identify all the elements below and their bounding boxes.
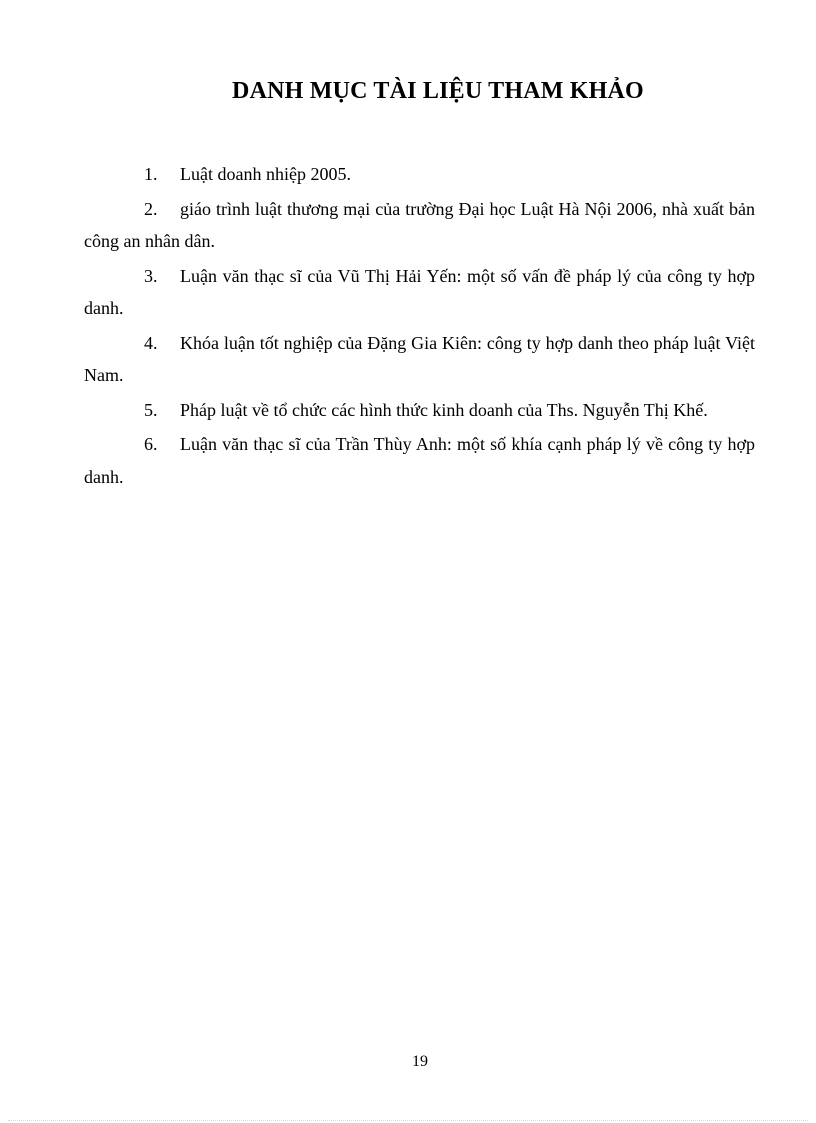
footer-divider xyxy=(8,1120,808,1121)
reference-item xyxy=(84,193,755,258)
reference-number: 5. xyxy=(144,399,158,420)
reference-list xyxy=(84,158,755,495)
page-number: 19 xyxy=(412,1053,428,1070)
reference-number: 4. xyxy=(144,332,158,353)
reference-item xyxy=(84,394,755,427)
reference-number: 1. xyxy=(144,164,158,184)
reference-number: 3. xyxy=(144,265,158,286)
reference-text: giáo trình luật thương mại của trường Đại học Luật Hà Nội 2006, nhà xuất bản công an nhân dân. xyxy=(84,198,755,251)
reference-item xyxy=(84,158,755,191)
reference-text: Luật doanh nhiệp 2005. xyxy=(180,164,351,184)
reference-item xyxy=(84,260,755,325)
reference-item xyxy=(84,327,755,392)
reference-text: Luận văn thạc sĩ của Trần Thùy Anh: một số khía cạnh pháp lý về công ty hợp danh. xyxy=(84,434,755,487)
page-title: DANH MỤC TÀI LIỆU THAM KHẢO xyxy=(232,78,644,104)
reference-number: 6. xyxy=(144,434,158,454)
reference-number: 2. xyxy=(144,198,158,219)
reference-text: Luận văn thạc sĩ của Vũ Thị Hải Yến: một số vấn đề pháp lý của công ty hợp danh. xyxy=(84,265,755,318)
reference-item xyxy=(84,428,755,493)
reference-text: Pháp luật về tổ chức các hình thức kinh doanh của Ths. Nguyễn Thị Khế. xyxy=(180,399,708,420)
reference-text: Khóa luận tốt nghiệp của Đặng Gia Kiên: công ty hợp danh theo pháp luật Việt Nam. xyxy=(84,332,755,385)
